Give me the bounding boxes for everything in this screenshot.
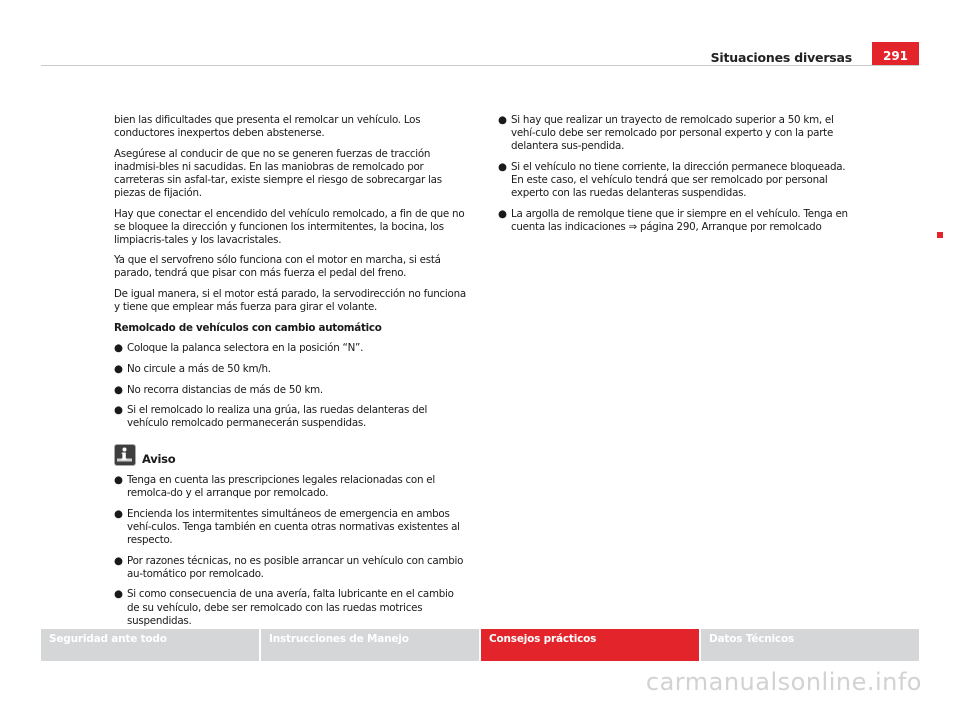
list-item-text: Si el remolcado lo realiza una grúa, las ruedas delanteras del vehículo remolcado permanecerán suspendidas. [127,404,428,430]
list-item [114,588,466,627]
list-item [114,384,466,397]
list-item-text: Si el vehículo no tiene corriente, la dirección permanece bloqueada. En este caso, el vehículo tendrá que ser remolcado por personal experto con las ruedas delanteras suspendidas. [511,160,846,199]
list-item [114,363,466,376]
list-item-text: Encienda los intermitentes simultáneos de emergencia en ambos vehí-culos. Tenga también en cuenta otras normativas existentes al respecto. [127,507,460,547]
header-divider [41,65,919,66]
bullet-icon: ● [498,114,507,126]
bullet-icon: ● [498,207,507,220]
subheading: Remolcado de vehículos con cambio automático [114,321,382,334]
left-column [114,114,466,635]
list-item [498,114,850,153]
paragraph: Hay que conectar el encendido del vehículo remolcado, a fin de que no se bloquee la dirección y funcionen los intermitentes, la bocina, los limpiacris-tales y los lavacristales. [114,207,465,246]
bullet-icon: ● [114,554,123,567]
tab-instrucciones[interactable]: Instrucciones de Manejo [261,629,479,661]
list-item-text: Coloque la palanca selectora en la posición “N”. [127,342,364,355]
paragraph: bien las dificultades que presenta el remolcar un vehículo. Los conductores inexpertos deben abstenerse. [114,114,421,140]
list-item-text: Si hay que realizar un trayecto de remolcado superior a 50 km, el vehí-culo debe ser remolcado por personal experto y con la parte delantera sus-pendida. [511,114,834,153]
list-item [498,161,850,200]
footer-navigation [41,629,919,661]
tab-consejos[interactable]: Consejos prácticos [481,629,699,661]
bullet-icon: ● [114,507,123,520]
list-item [114,342,466,355]
list-item [114,508,466,547]
tab-datos-tecnicos[interactable]: Datos Técnicos [701,629,919,661]
page-section-title: Situaciones diversas [710,50,852,65]
bullet-icon: ● [114,474,123,487]
right-column [498,114,850,241]
bullet-icon: ● [114,383,123,396]
cross-reference-link[interactable]: La argolla de remolque tiene que ir siempre en el vehículo. Tenga en cuenta las indicaciones ⇒ página 290, Arranque por remolcado [511,207,848,233]
bullet-icon: ● [114,404,123,417]
paragraph: De igual manera, si el motor está parado, la servodirección no funciona y tiene que emplear más fuerza para girar el volante. [114,288,466,314]
list-item-text: Tenga en cuenta las prescripciones legales relacionadas con el remolca-do y el arranque por remolcado. [127,474,435,500]
tab-seguridad[interactable]: Seguridad ante todo [41,629,259,661]
paragraph: Ya que el servofreno sólo funciona con el motor en marcha, si está parado, tendrá que pisar con más fuerza el pedal del freno. [114,254,441,280]
page-number: 291 [872,42,919,66]
list-item-text: No circule a más de 50 km/h. [127,362,271,375]
section-end-marker [937,232,943,238]
list-item [114,474,466,500]
aviso-title: Aviso [142,452,176,467]
aviso-heading [114,442,466,466]
bullet-icon: ● [498,160,507,173]
list-item-text: Si como consecuencia de una avería, falta lubricante en el cambio de su vehículo, debe ser remolcado con las ruedas motrices suspendidas. [127,588,454,627]
info-icon [114,444,136,466]
bullet-icon: ● [114,588,123,601]
list-item-text: No recorra distancias de más de 50 km. [127,383,323,396]
list-item-text: Por razones técnicas, no es posible arrancar un vehículo con cambio au-tomático por remolcado. [127,554,464,580]
paragraph: Asegúrese al conducir de que no se generen fuerzas de tracción inadmisi-bles ni sacudidas. En las maniobras de remolcado por carreteras sin asfal-tar, existe siempre el riesgo de sobrecargar las piezas de fijación. [114,147,442,199]
watermark: carmanualsonline.info [645,668,922,696]
list-item[interactable] [498,208,850,234]
list-item [114,404,466,430]
list-item [114,555,466,581]
bullet-icon: ● [114,342,123,355]
bullet-icon: ● [114,362,123,375]
